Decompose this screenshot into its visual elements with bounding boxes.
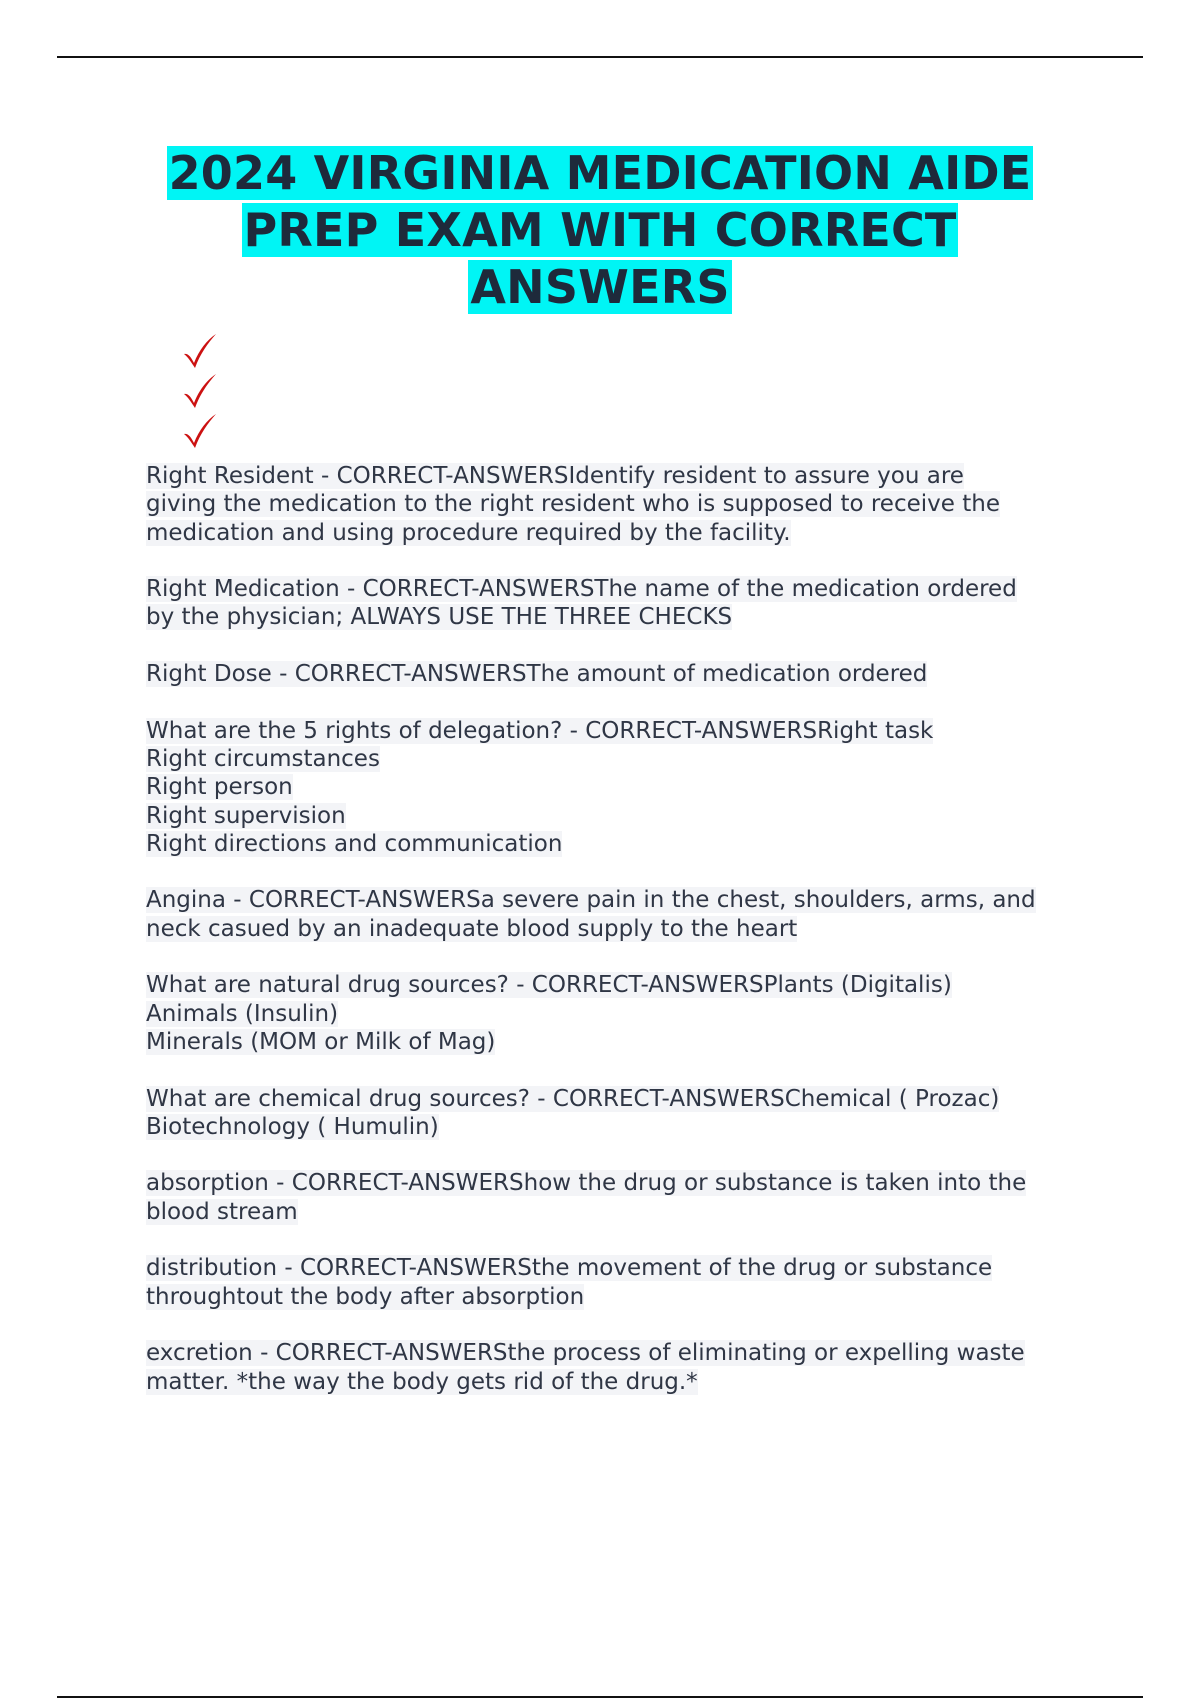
qa-entry [146, 1254, 1106, 1311]
qa-line-text: Right directions and communication [146, 830, 563, 857]
qa-line [146, 1113, 1106, 1141]
qa-line [146, 773, 1106, 801]
qa-line [146, 603, 1106, 631]
qa-line-text: Right Medication - CORRECT-ANSWERSThe name of the medication ordered [146, 576, 1017, 603]
qa-line [146, 915, 1106, 943]
qa-line [146, 802, 1106, 830]
qa-entry [146, 1339, 1106, 1396]
qa-line-text: medication and using procedure required by the facility. [146, 519, 791, 546]
qa-line [146, 1198, 1106, 1226]
qa-entry [146, 886, 1106, 943]
qa-entry [146, 1169, 1106, 1226]
qa-line-text: by the physician; ALWAYS USE THE THREE CHECKS [146, 604, 733, 631]
qa-line-text: What are chemical drug sources? - CORRECT-ANSWERSChemical ( Prozac) [146, 1085, 1000, 1112]
qa-line-text: blood stream [146, 1198, 298, 1225]
qa-line [146, 575, 1106, 603]
qa-line [146, 971, 1106, 999]
qa-line [146, 745, 1106, 773]
qa-line-text: Right person [146, 774, 293, 801]
qa-line [146, 717, 1106, 745]
title-line-3: ANSWERS [470, 260, 730, 314]
qa-line [146, 1028, 1106, 1056]
qa-line-text: neck casued by an inadequate blood supply to the heart [146, 915, 798, 942]
qa-line [146, 462, 1106, 490]
bottom-divider [57, 1696, 1143, 1698]
page-title [100, 145, 1100, 316]
qa-line-text: Biotechnology ( Humulin) [146, 1113, 439, 1140]
qa-line-text: excretion - CORRECT-ANSWERSthe process of eliminating or expelling waste [146, 1340, 1025, 1367]
qa-entry [146, 462, 1106, 547]
top-divider [57, 56, 1143, 58]
qa-content [146, 462, 1106, 1424]
checkmark-icon [182, 412, 218, 450]
title-line-1: 2024 VIRGINIA MEDICATION AIDE [168, 146, 1032, 200]
checkmark-icon [182, 372, 218, 410]
qa-line [146, 660, 1106, 688]
qa-line-text: Right Resident - CORRECT-ANSWERSIdentify resident to assure you are [146, 463, 964, 489]
qa-line [146, 1339, 1106, 1367]
qa-line [146, 1283, 1106, 1311]
qa-line [146, 1085, 1106, 1113]
qa-entry [146, 1085, 1106, 1142]
qa-entry [146, 971, 1106, 1056]
qa-entry [146, 575, 1106, 632]
qa-line-text: Animals (Insulin) [146, 1000, 339, 1027]
qa-line [146, 1000, 1106, 1028]
checkmark-list [182, 332, 242, 452]
qa-line [146, 1368, 1106, 1396]
qa-line [146, 1169, 1106, 1197]
qa-line-text: Minerals (MOM or Milk of Mag) [146, 1028, 496, 1055]
qa-line [146, 490, 1106, 518]
qa-line-text: absorption - CORRECT-ANSWERShow the drug or substance is taken into the [146, 1170, 1027, 1197]
qa-line [146, 519, 1106, 547]
qa-line [146, 830, 1106, 858]
qa-line-text: throughtout the body after absorption [146, 1283, 585, 1310]
qa-entry [146, 717, 1106, 858]
qa-line-text: What are natural drug sources? - CORRECT-ANSWERSPlants (Digitalis) [146, 972, 952, 999]
qa-line-text: What are the 5 rights of delegation? - CORRECT-ANSWERSRight task [146, 717, 934, 744]
qa-line-text: distribution - CORRECT-ANSWERSthe movement of the drug or substance [146, 1255, 993, 1282]
qa-line [146, 886, 1106, 914]
title-line-2: PREP EXAM WITH CORRECT [243, 203, 957, 257]
qa-entry [146, 660, 1106, 688]
qa-line-text: Right circumstances [146, 745, 380, 772]
qa-line-text: matter. *the way the body gets rid of the drug.* [146, 1368, 698, 1395]
qa-line-text: Right supervision [146, 802, 346, 829]
checkmark-icon [182, 332, 218, 370]
qa-line-text: giving the medication to the right resident who is supposed to receive the [146, 491, 1000, 518]
qa-line [146, 1254, 1106, 1282]
qa-line-text: Angina - CORRECT-ANSWERSa severe pain in the chest, shoulders, arms, and [146, 887, 1036, 914]
qa-line-text: Right Dose - CORRECT-ANSWERSThe amount of medication ordered [146, 661, 928, 688]
